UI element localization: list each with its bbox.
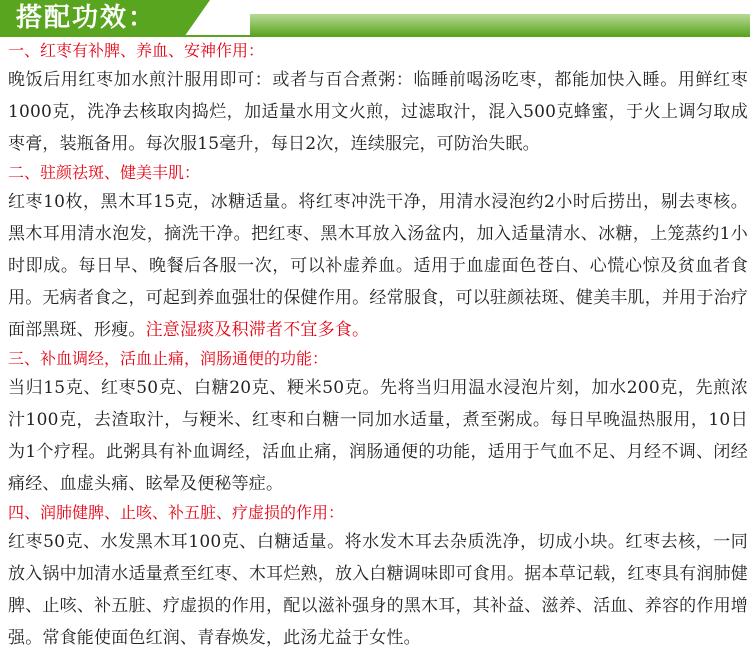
section-1-title: 一、红枣有补脾、养血、安神作用： bbox=[8, 41, 265, 60]
section-3-title: 三、补血调经，活血止痛，润肠通便的功能： bbox=[8, 349, 329, 368]
section-4-title: 四、润肺健脾、止咳、补五脏、疗虚损的作用： bbox=[8, 503, 345, 522]
section-4-body: 红枣50克、水发黑木耳100克、白糖适量。将水发木耳去杂质洗净，切成小块。红枣去核，一同放入锅中加清水适量煮至红枣、木耳烂熟，放入白糖调味即可食用。据本草记载，红枣具有润肺健脾、止咳、补五脏、疗虚损的作用，配以滋补强身的黑木耳，其补益、滋养、活血、养容的作用增强。常食能使面色红润、青春焕发，此汤尤益于女性。 bbox=[8, 532, 748, 648]
header-gradient-bar bbox=[250, 14, 750, 36]
page-title: 搭配功效： bbox=[16, 3, 157, 33]
section-2-warning: 注意湿痰及积滞者不宜多食。 bbox=[145, 320, 370, 340]
section-1-body: 晚饭后用红枣加水煎汁服用即可：或者与百合煮粥：临睡前喝汤吃枣，都能加快入睡。用鲜红枣1000克，洗净去核取肉捣烂，加适量水用文火煎，过滤取汁，混入500克蜂蜜，于火上调匀取成枣膏，装瓶备用。每次服15毫升，每日2次，连续服完，可防治失眠。 bbox=[8, 70, 748, 154]
content-body bbox=[8, 38, 748, 654]
section-3-body: 当归15克、红枣50克、白糖20克、粳米50克。先将当归用温水浸泡片刻，加水200克，先煎浓汁100克，去渣取汁，与粳米、红枣和白糖一同加水适量，煮至粥成。每日早晚温热服用，10日为1个疗程。此粥具有补血调经，活血止痛，润肠通便的功能，适用于气血不足、月经不调、闭经痛经、血虚头痛、眩晕及便秘等症。 bbox=[8, 378, 748, 494]
section-2-text: 红枣10枚，黑木耳15克，冰糖适量。将红枣冲洗干净，用清水浸泡约2小时后捞出，剔去枣核。黑木耳用清水泡发，摘洗干净。把红枣、黑木耳放入汤盆内，加入适量清水、冰糖，上笼蒸约1小时即成。每日早、晚餐后各服一次，可以补虚养血。适用于血虚面色苍白、心慌心惊及贫血者食用。无病者食之，可起到养血强壮的保健作用。经常服食，可以驻颜祛斑、健美丰肌，并用于治疗面部黑斑、形瘦。 bbox=[8, 192, 748, 340]
section-header bbox=[0, 0, 750, 36]
section-2-body bbox=[8, 186, 748, 346]
header-underline bbox=[0, 35, 750, 37]
section-2-title: 二、驻颜祛斑、健美丰肌： bbox=[8, 163, 201, 182]
